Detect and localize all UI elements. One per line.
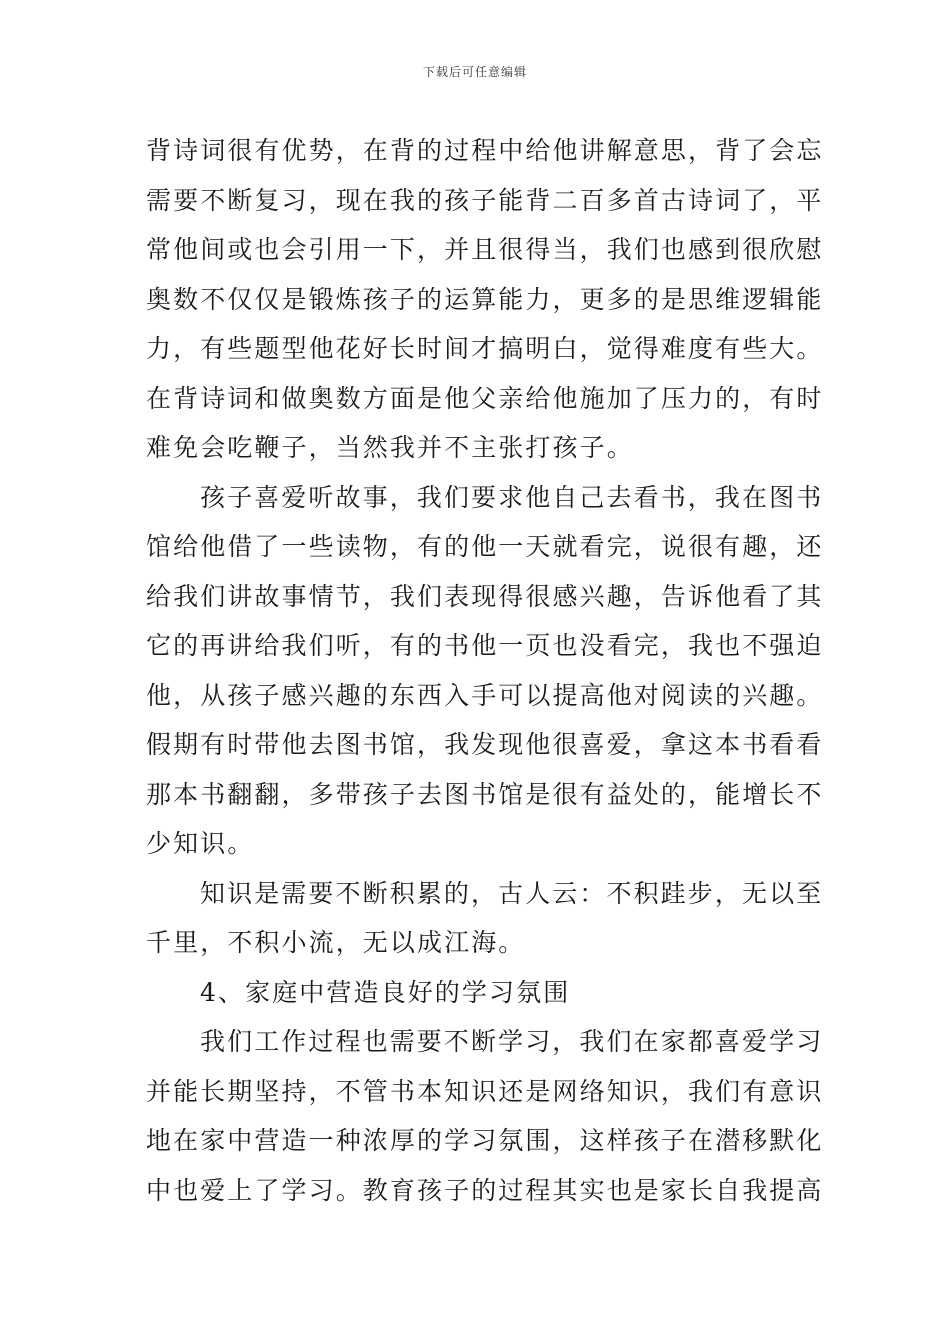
text-line: 馆给他借了一些读物，有的他一天就看完，说很有趣，还	[146, 532, 824, 561]
text-line: 并能长期坚持，不管书本知识还是网络知识，我们有意识	[146, 1076, 824, 1106]
text-line: 奥数不仅仅是锻炼孩子的运算能力，更多的是思维逻辑能	[146, 284, 824, 314]
text-line: 它的再讲给我们听，有的书他一页也没看完，我也不强迫	[146, 631, 824, 660]
text-line: 常他间或也会引用一下，并且很得当，我们也感到很欣慰	[146, 235, 824, 264]
text-line: 假期有时带他去图书馆，我发现他很喜爱，拿这本书看看	[146, 730, 824, 759]
text-line: 4、家庭中营造良好的学习氛围	[200, 977, 571, 1007]
text-line: 我们工作过程也需要不断学习，我们在家都喜爱学习	[200, 1027, 824, 1056]
text-line: 力，有些题型他花好长时间才搞明白，觉得难度有些大。	[146, 334, 824, 363]
text-line: 难免会吃鞭子，当然我并不主张打孩子。	[146, 433, 634, 462]
text-line: 那本书翻翻，多带孩子去图书馆是很有益处的，能增长不	[146, 779, 824, 809]
text-line: 知识是需要不断积累的，古人云：不积跬步，无以至	[200, 878, 824, 908]
text-line: 千里，不积小流，无以成江海。	[146, 928, 526, 957]
text-line: 少知识。	[146, 829, 255, 858]
text-line: 他，从孩子感兴趣的东西入手可以提高他对阅读的兴趣。	[146, 680, 824, 710]
page-header: 下载后可任意编辑	[422, 65, 527, 79]
text-line: 给我们讲故事情节，我们表现得很感兴趣，告诉他看了其	[146, 581, 824, 611]
body-text	[146, 126, 824, 1215]
text-line: 在背诗词和做奥数方面是他父亲给他施加了压力的，有时	[146, 383, 824, 413]
text-line: 地在家中营造一种浓厚的学习氛围，这样孩子在潜移默化	[146, 1126, 824, 1155]
text-line: 背诗词很有优势，在背的过程中给他讲解意思，背了会忘	[146, 136, 824, 165]
text-line: 孩子喜爱听故事，我们要求他自己去看书，我在图书	[200, 482, 824, 512]
text-line: 需要不断复习，现在我的孩子能背二百多首古诗词了，平	[146, 185, 824, 215]
text-line: 中也爱上了学习。教育孩子的过程其实也是家长自我提高	[146, 1175, 824, 1205]
